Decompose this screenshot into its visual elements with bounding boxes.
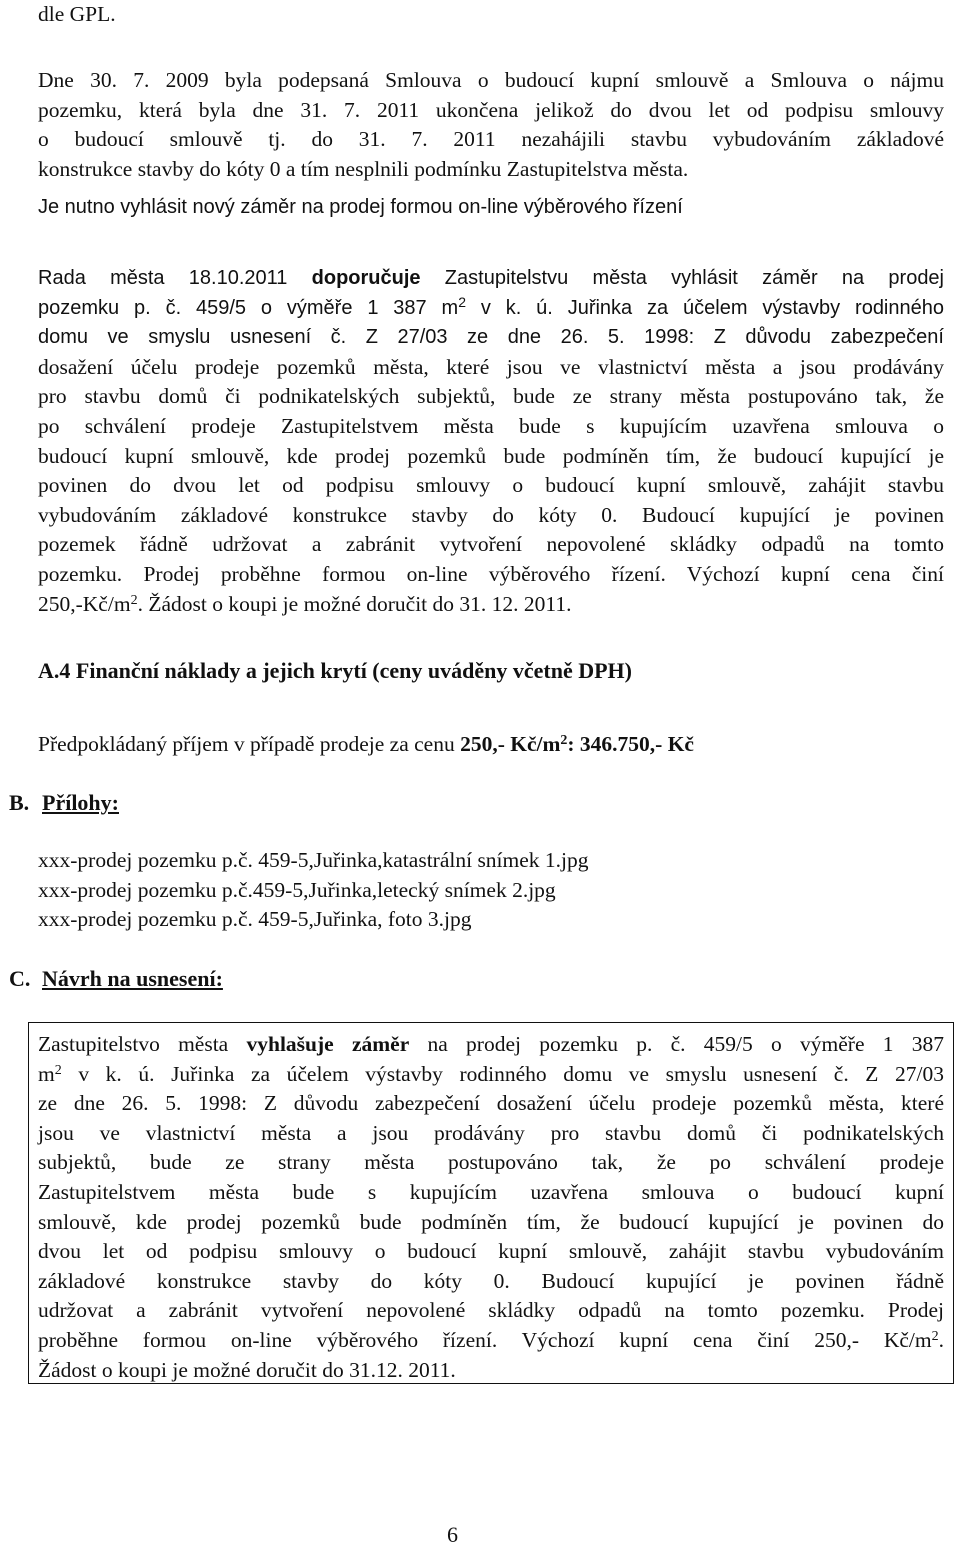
council-line-last bbox=[38, 590, 944, 620]
paragraph-council bbox=[38, 264, 944, 619]
council-line-1 bbox=[38, 264, 944, 294]
expected-income-price: 250,- Kč/m bbox=[460, 732, 561, 756]
resolution-line-2-rest: v k. ú. Juřinka za účelem výstavby rodinného domu ve smyslu usnesení č. Z 27/03 bbox=[61, 1061, 944, 1086]
attachment-item: xxx-prodej pozemku p.č.459-5,Juřinka,letecký snímek 2.jpg bbox=[38, 878, 556, 902]
section-c-letter: C. bbox=[9, 966, 31, 991]
superscript: 2 bbox=[458, 293, 466, 310]
council-price: 250,-Kč/m bbox=[38, 591, 131, 616]
resolution-line: udržovat a zabránit vytvoření nepovolené skládky odpadů na tomto pozemku. Prodej bbox=[38, 1298, 944, 1323]
resolution-line-1-rest: na prodej pozemku p. č. 459/5 o výměře 1 387 bbox=[409, 1032, 945, 1056]
resolution-line: základové konstrukce stavby do kóty 0. Budoucí kupující je povinen řádně bbox=[38, 1268, 944, 1293]
resolution-subject: Zastupitelstvo města bbox=[38, 1032, 247, 1056]
resolution-line: jsou ve vlastnictví města a jsou prodávány pro stavbu domů či podnikatelských bbox=[38, 1120, 944, 1145]
section-c-title: Návrh na usnesení: bbox=[42, 966, 223, 991]
council-line: pro stavbu domů či podnikatelských subjektů, bude ze strany města postupováno tak, že bbox=[38, 384, 944, 409]
paragraph-need bbox=[38, 193, 944, 223]
resolution-price: proběhne formou on-line výběrového řízení. Výchozí kupní cena činí 250,- Kč/m bbox=[38, 1327, 932, 1352]
top-fragment-text: dle GPL. bbox=[38, 2, 116, 26]
superscript: 2 bbox=[130, 592, 138, 608]
resolution-line-last: Žádost o koupi je možné doručit do 31.12. 2011. bbox=[38, 1357, 456, 1382]
council-line: povinen do dvou let od podpisu smlouvy o budoucí kupní smlouvě, zahájit stavbu bbox=[38, 473, 944, 498]
history-line: konstrukce stavby do kóty 0 a tím nesplnili podmínku Zastupitelstva města. bbox=[38, 156, 689, 181]
resolution-announces: vyhlašuje záměr bbox=[246, 1032, 410, 1056]
council-line: budoucí kupní smlouvě, kde prodej pozemků bude podmíněn tím, že budoucí kupující je bbox=[38, 443, 944, 468]
resolution-line-1 bbox=[38, 1030, 944, 1060]
superscript: 2 bbox=[560, 733, 568, 748]
council-recommends: doporučuje bbox=[311, 267, 421, 289]
section-a4-title-text: A.4 Finanční náklady a jejich krytí (ceny uváděny včetně DPH) bbox=[38, 658, 632, 683]
expected-income-total: : 346.750,- Kč bbox=[567, 732, 694, 756]
history-line: pozemku, která byla dne 31. 7. 2011 ukončena jelikož do dvou let od podpisu smlouvy bbox=[38, 97, 944, 122]
history-line: Dne 30. 7. 2009 byla podepsaná Smlouva o budoucí kupní smlouvě a Smlouva o nájmu bbox=[38, 68, 944, 92]
council-line: vybudováním základové konstrukce stavby do kóty 0. Budoucí kupující je povinen bbox=[38, 502, 944, 527]
section-b-letter: B. bbox=[9, 790, 30, 815]
council-deadline: . Žádost o koupi je možné doručit do 31. 12. 2011. bbox=[137, 591, 572, 616]
superscript: 2 bbox=[54, 1062, 62, 1078]
attachment-item: xxx-prodej pozemku p.č. 459-5,Juřinka,katastrální snímek 1.jpg bbox=[38, 848, 589, 872]
expected-income-label: Předpokládaný příjem v případě prodeje za cenu bbox=[38, 732, 461, 756]
council-line-2-rest: v k. ú. Juřinka za účelem výstavby rodinného bbox=[466, 296, 944, 319]
council-date-text: Rada města 18.10.2011 bbox=[38, 267, 312, 289]
resolution-unit: m bbox=[38, 1061, 55, 1086]
resolution-line: subjektů, bude ze strany města postupováno tak, že po schválení prodeje bbox=[38, 1150, 944, 1175]
council-line: po schválení prodeje Zastupitelstvem města bude s kupujícím uzavřena smlouva o bbox=[38, 413, 944, 438]
expected-income bbox=[38, 730, 944, 760]
council-line: dosažení účelu prodeje pozemků města, které jsou ve vlastnictví města a jsou prodávány bbox=[38, 354, 944, 379]
paragraph-need-text: Je nutno vyhlásit nový záměr na prodej formou on-line výběrového řízení bbox=[38, 196, 683, 218]
resolution-text bbox=[38, 1030, 944, 1385]
section-a4-title bbox=[38, 656, 944, 686]
section-b-title: Přílohy: bbox=[42, 790, 119, 815]
council-line-2-text: pozemku p. č. 459/5 o výměře 1 387 m bbox=[38, 296, 459, 319]
resolution-line: ze dne 26. 5. 1998: Z důvodu zabezpečení dosažení účelu prodeje pozemků města, které bbox=[38, 1091, 944, 1116]
page-number: 6 bbox=[447, 1522, 458, 1547]
resolution-line: dvou let od podpisu smlouvy o budoucí kupní smlouvě, zahájit stavbu vybudováním bbox=[38, 1239, 944, 1264]
council-line: pozemku. Prodej proběhne formou on-line výběrového řízení. Výchozí kupní cena činí bbox=[38, 561, 944, 586]
attachment-item: xxx-prodej pozemku p.č. 459-5,Juřinka, foto 3.jpg bbox=[38, 907, 472, 931]
council-line: pozemek řádně udržovat a zabránit vytvoření nepovolené skládky odpadů na tomto bbox=[38, 532, 944, 557]
paragraph-history bbox=[38, 66, 944, 184]
superscript: 2 bbox=[931, 1328, 939, 1344]
council-line-3: domu ve smyslu usnesení č. Z 27/03 ze dne 26. 5. 1998: Z důvodu zabezpečení bbox=[38, 326, 944, 349]
resolution-line: Zastupitelstvem města bude s kupujícím uzavřena smlouva o budoucí kupní bbox=[38, 1179, 944, 1204]
council-line-2 bbox=[38, 294, 944, 324]
resolution-period: . bbox=[938, 1327, 944, 1352]
history-line: o budoucí smlouvě tj. do 31. 7. 2011 nezahájili stavbu vybudováním základové bbox=[38, 127, 944, 152]
resolution-line-2 bbox=[38, 1060, 944, 1090]
top-fragment bbox=[38, 0, 944, 30]
resolution-line-11 bbox=[38, 1326, 944, 1356]
resolution-box bbox=[28, 1022, 954, 1384]
resolution-line: smlouvě, kde prodej pozemků bude podmíněn tím, že budoucí kupující je povinen do bbox=[38, 1209, 944, 1234]
council-line-1-rest: Zastupitelstvu města vyhlásit záměr na prodej bbox=[420, 267, 945, 289]
